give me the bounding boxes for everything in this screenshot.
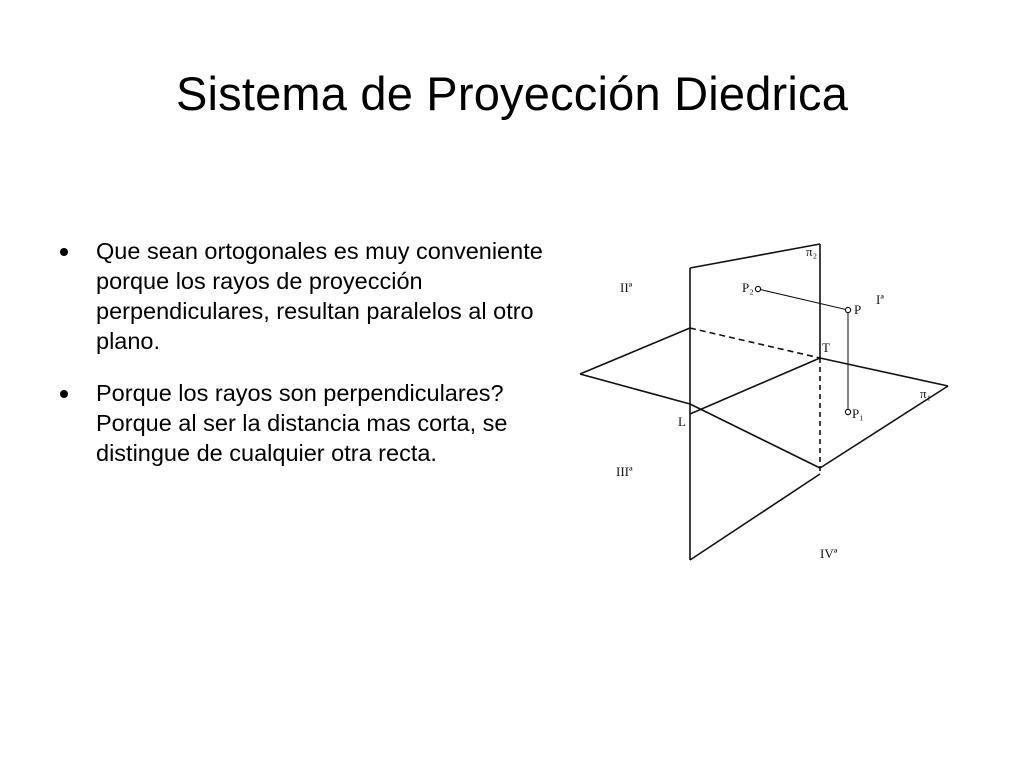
horizontal-plane-edge-hidden [690,328,820,358]
projection-line [758,289,848,310]
bullet-list [60,236,570,490]
ground-line [690,358,820,414]
label-quadrant-4: IVª [820,546,838,561]
label-point-l: L [678,414,686,429]
label-point-p1: P₁ [852,406,864,421]
dihedral-projection-diagram [570,222,990,582]
horizontal-plane-edge [820,358,948,386]
point-p [845,307,850,312]
label-point-p2: P₂ [742,280,754,295]
bullet-text: Que sean ortogonales es muy conveniente porque los rayos de proyección perpendiculares, resultan paralelos al otro plano. [96,238,543,354]
label-quadrant-1: Iª [876,292,884,307]
label-point-t: T [822,340,830,355]
point-p1 [845,409,850,414]
bullet-dot-icon [60,248,68,256]
point-p2 [755,286,760,291]
vertical-plane-edge [690,474,820,560]
bullet-dot-icon [60,390,68,398]
label-quadrant-3: IIIª [616,464,633,479]
horizontal-plane-edge [580,328,690,374]
label-point-p: P [854,302,862,317]
label-vertical-plane: π₂ [806,244,818,259]
bullet-text: Porque los rayos son perpendiculares? Porque al ser la distancia mas corta, se distingue de cualquier otra recta. [96,380,508,466]
slide-title: Sistema de Proyección Diedrica [175,67,849,120]
label-horizontal-plane: π₁ [920,386,932,401]
label-quadrant-2: IIª [620,280,633,295]
bullet-item [60,378,570,468]
horizontal-plane-edge [690,404,820,468]
vertical-plane-edge [690,244,820,268]
horizontal-plane-edge [580,374,690,404]
bullet-item [60,236,570,356]
